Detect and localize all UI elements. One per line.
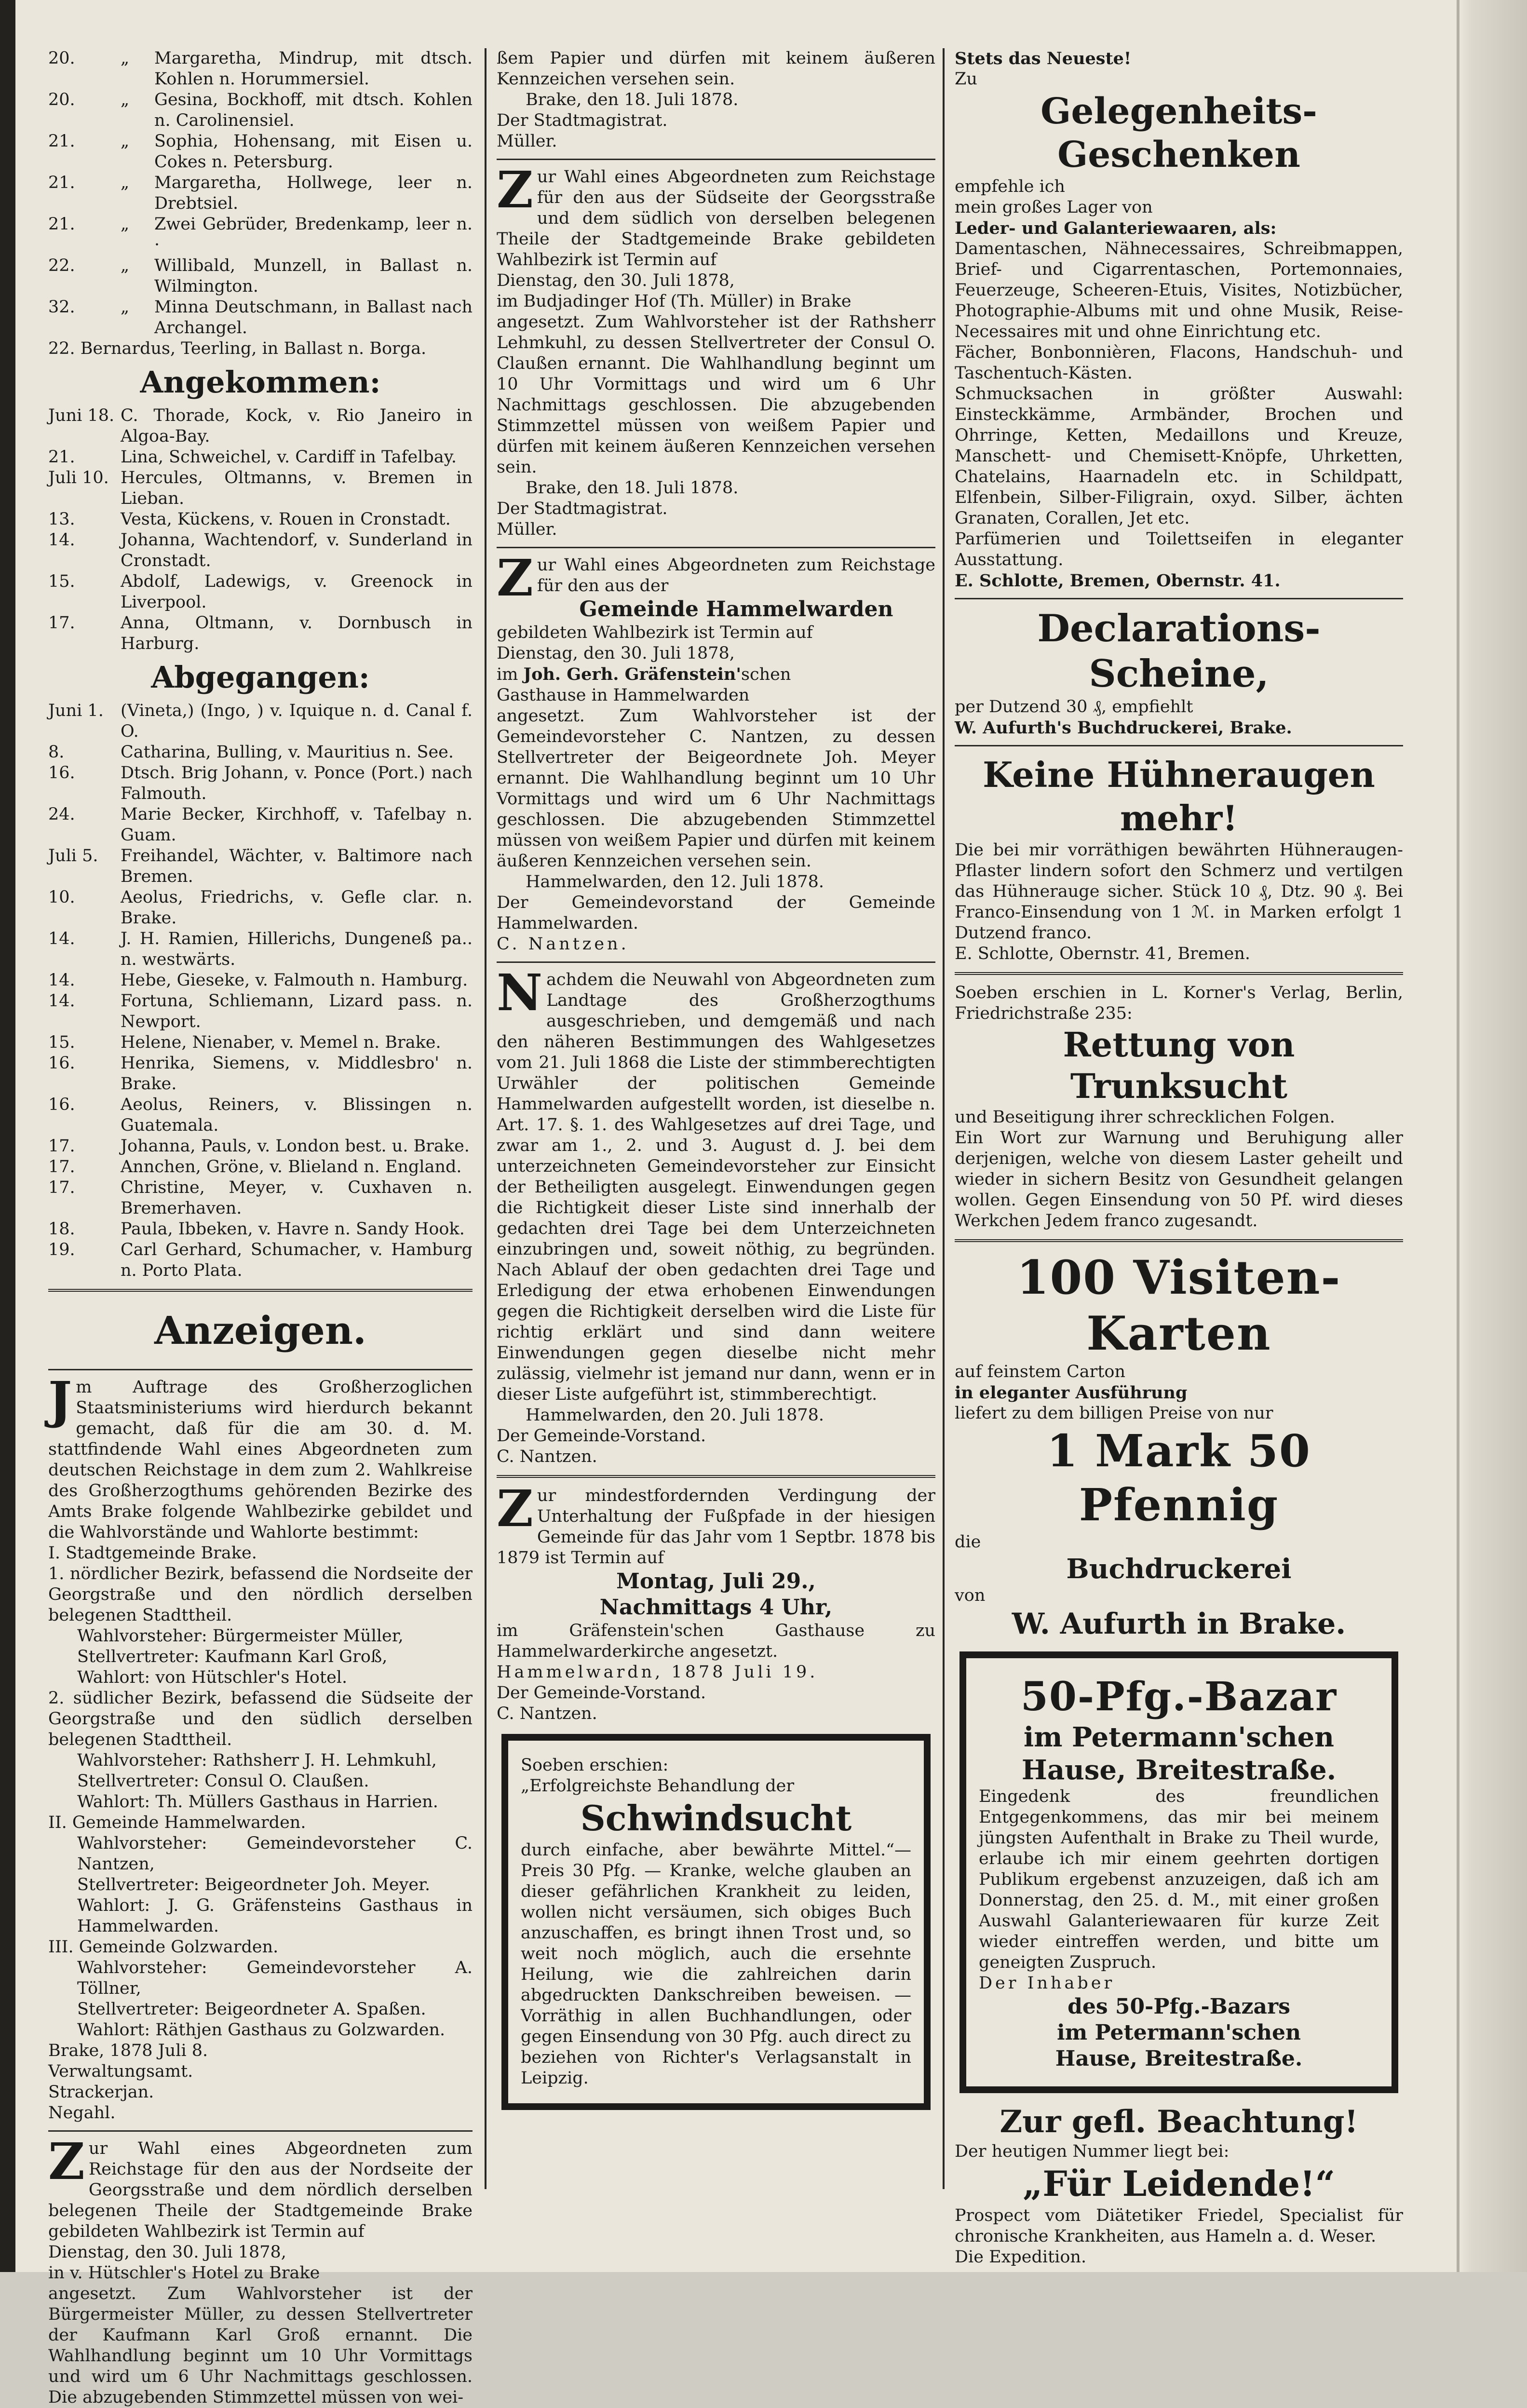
ditto-mark: „ (121, 298, 130, 317)
ship-date: 8. (48, 743, 65, 762)
notice-date: Brake, den 18. Juli 1878. (526, 90, 739, 109)
ship-date: Juli 10. (48, 468, 109, 487)
ship-text: Willibald, Munzell, in Ballast n. Wilmington. (154, 256, 473, 296)
ship-date: Juli 5. (48, 846, 98, 866)
ship-date: 17. (48, 1178, 75, 1197)
election-date: Dienstag, den 30. Juli 1878, (497, 271, 735, 290)
heading-anzeigen: Anzeigen. (154, 1308, 366, 1353)
rule (497, 159, 935, 160)
ship-entry (48, 804, 473, 846)
ship-entry (48, 509, 473, 530)
ship-date: 13. (48, 510, 75, 529)
ad-title: Rettung von Trunksucht (1063, 1025, 1295, 1106)
ship-date: Juni 18. (48, 406, 115, 425)
ad-body: Schmucksachen in größter Auswahl: Einsteckkämme, Armbänder, Brochen und Ohrringe, Ketten, Medaillons und Kreuze, Manschett- und Chemisett-Knöpfe, Uhrketten, Chatelains, Haarnadeln etc. in Schildpatt, Elfenbein, Silber-Filigrain, oxyd. Silber, ächten Granaten, Corallen, Jet etc. (955, 384, 1403, 528)
election-place: Gasthause in Hammelwarden (497, 686, 750, 705)
section-divider (48, 1289, 473, 1292)
notice-date: Brake, 1878 Juli 8. (48, 2041, 208, 2060)
ship-entry (48, 1177, 473, 1219)
ship-date: 21. (48, 215, 75, 234)
ship-entry (48, 447, 473, 468)
ship-date: 21. (48, 173, 75, 192)
ship-text: Helene, Nienaber, v. Memel n. Brake. (121, 1033, 441, 1052)
ad-line: „Erfolgreichste Behandlung der (521, 1776, 795, 1796)
ship-text: Fortuna, Schliemann, Lizard pass. n. Newport. (121, 991, 473, 1031)
notice-signature: Müller. (497, 132, 557, 151)
ship-entry (48, 1157, 473, 1177)
ship-date: 21. (48, 132, 75, 151)
scan-edge-right (1459, 0, 1527, 2272)
drop-cap: J (48, 1370, 72, 1430)
ad-signature: im Petermann'schen (1056, 2020, 1301, 2045)
ship-entry (48, 991, 473, 1032)
ad-line: Stets das Neueste! (955, 49, 1132, 68)
notice-election-south: Zur Wahl eines Abgeordneten zum Reichstage für den aus der Südseite der Georgsstraße und dem südlich von derselben belegenen Theile der Stadtgemeinde Brake gebildeten Wahlbezirk ist Termin auf (497, 160, 935, 270)
ad-title: Schwindsucht (580, 1798, 852, 1839)
ad-signature: W. Aufurth in Brake. (1012, 1607, 1346, 1641)
district-detail: Wahlort: Th. Müllers Gasthaus in Harrien. (77, 1792, 438, 1812)
ship-text: Carl Gerhard, Schumacher, v. Hamburg n. Porto Plata. (121, 1240, 473, 1280)
drop-cap: Z (497, 1479, 533, 1538)
ad-body: Eingedenk des freundlichen Entgegenkommens, das mir bei meinem jüngsten Aufenthalt in Brake zu Theil wurde, erlaube ich mir einem geehrten dortigen Publikum ergebenst anzuzeigen, daß ich am Donnerstag, den 25. d. M., mit einer großen Auswahl Galanteriewaaren für kurze Zeit wieder eintreffen werden, und bitte um geneigten Zuspruch. (979, 1787, 1379, 1972)
ship-entry (48, 468, 473, 509)
ship-text: Johanna, Pauls, v. London best. u. Brake. (121, 1136, 470, 1156)
notice-signature: Strackerjan. (48, 2083, 154, 2102)
ad-price: 1 Mark 50 Pfennig (1047, 1425, 1311, 1531)
notice-body: gebildeten Wahlbezirk ist Termin auf (497, 623, 813, 642)
ship-date: 20. (48, 49, 75, 68)
ad-line: Zu (955, 69, 977, 89)
ship-text: Hebe, Gieseke, v. Falmouth n. Hamburg. (121, 971, 468, 990)
ship-entry (48, 256, 473, 297)
notice-body: ßem Papier und dürfen mit keinem äußeren Kennzeichen versehen sein. (497, 49, 935, 89)
ship-entry (48, 1053, 473, 1095)
election-date: Dienstag, den 30. Juli 1878, (497, 644, 735, 663)
election-place: in v. Hütschler's Hotel zu Brake (48, 2263, 320, 2283)
ship-date: 10. (48, 888, 75, 907)
notice-signature: C. Nantzen. (497, 1447, 597, 1466)
ship-entry (48, 1240, 473, 1281)
ad-line: Der Inhaber (979, 1974, 1115, 1993)
notice-date: Hammelwardn, 1878 Juli 19. (497, 1663, 818, 1682)
ship-entry (48, 90, 473, 131)
ship-date: 21. (48, 447, 75, 467)
ad-line: und Beseitigung ihrer schrecklichen Folgen. (955, 1108, 1335, 1127)
ad-title: 50-Pfg.-Bazar (1020, 1674, 1338, 1720)
ship-text: J. H. Ramien, Hillerichs, Dungeneß pa.. n. westwärts. (121, 929, 473, 969)
rule (497, 961, 935, 963)
notice-election-north: Zur Wahl eines Abgeordneten zum Reichstage für den aus der Nordseite der Georgsstraße und dem nördlich derselben belegenen Theile der Stadtgemeinde Brake gebildeten Wahlbezirk ist Termin auf (48, 2132, 473, 2241)
ship-entry (48, 763, 473, 804)
district-detail: Wahlort: von Hütschler's Hotel. (77, 1668, 348, 1687)
section-divider (955, 972, 1403, 975)
shipping-list-gone (48, 701, 473, 1281)
ship-text: Marie Becker, Kirchhoff, v. Tafelbay n. Guam. (121, 805, 473, 845)
ad-line: liefert zu dem billigen Preise von nur (955, 1404, 1273, 1423)
ship-date: 16. (48, 763, 75, 783)
ship-entry (48, 1219, 473, 1240)
ship-date: 16. (48, 1095, 75, 1114)
tender-time: Nachmittags 4 Uhr, (599, 1595, 833, 1620)
ad-line: Der heutigen Nummer liegt bei: (955, 2142, 1230, 2161)
ship-text: Henrika, Siemens, v. Middlesbro' n. Brake. (121, 1054, 473, 1094)
ship-date: 14. (48, 971, 75, 990)
notice-signature: C. Nantzen. (497, 1704, 597, 1723)
notice-heading: Gemeinde Hammelwarden (579, 597, 893, 622)
ship-entry (48, 571, 473, 613)
ditto-mark: „ (121, 90, 130, 109)
district-item: 1. nördlicher Bezirk, befassend die Nordseite der Georgstraße und den nördlich derselben belegenen Stadttheil. (48, 1564, 473, 1625)
ad-signature: E. Schlotte, Bremen, Obernstr. 41. (955, 571, 1281, 591)
ship-entry: 22. Bernardus, Teerling, in Ballast n. Borga. (48, 339, 427, 358)
district-item: 2. südlicher Bezirk, befassend die Südseite der Georgstraße und den südlich derselben belegenen Stadttheil. (48, 1689, 473, 1749)
rule (955, 745, 1403, 746)
ad-signature: des 50-Pfg.-Bazars (1068, 1994, 1290, 2019)
column-middle (497, 48, 935, 2120)
ditto-mark: „ (121, 173, 130, 192)
ship-date: 17. (48, 1157, 75, 1177)
ship-entry (48, 406, 473, 447)
district-detail: Wahlort: Räthjen Gasthaus zu Golzwarden. (77, 2020, 446, 2040)
ship-entry (48, 742, 473, 763)
notice-election-intro: Jm Auftrage des Großherzoglichen Staatsministeriums wird hierdurch bekannt gemacht, daß für die am 30. d. M. stattfindende Wahl eines Abgeordneten zum deutschen Reichstage in dem zum 2. Wahlkreise des Großherzogthums gehörenden Bezirke des Amts Brake folgende Wahlbezirke gebildet und die Wahlvorstände und Wahlorte bestimmt: (48, 1370, 473, 1542)
rule (48, 2130, 473, 2132)
district-detail: Stellvertreter: Beigeordneter Joh. Meyer. (77, 1875, 431, 1894)
notice-office: Der Gemeinde-Vorstand. (497, 1683, 706, 1703)
ship-text: Zwei Gebrüder, Bredenkamp, leer n. · (154, 215, 473, 255)
ship-text: Johanna, Wachtendorf, v. Sunderland in Cronstadt. (121, 530, 473, 570)
section-title: I. Stadtgemeinde Brake. (48, 1543, 257, 1563)
ditto-mark: „ (121, 215, 130, 234)
ship-date: 17. (48, 613, 75, 633)
district-detail: Wahlort: J. G. Gräfensteins Gasthaus in Hammelwarden. (77, 1896, 473, 1936)
ship-text: Hercules, Oltmanns, v. Bremen in Lieban. (121, 468, 473, 508)
ship-entry (48, 846, 473, 887)
ad-signature: E. Schlotte, Obernstr. 41, Bremen. (955, 944, 1251, 963)
column-rule (485, 48, 486, 2189)
ad-title: Gelegenheits-Geschenken (1041, 91, 1317, 176)
column-rule (943, 48, 945, 2189)
ship-entry (48, 48, 473, 90)
notice-office: Der Gemeinde-Vorstand. (497, 1426, 706, 1446)
ship-text: Vesta, Kückens, v. Rouen in Cronstadt. (121, 510, 451, 529)
ship-date: Juni 1. (48, 701, 104, 720)
ad-body: Parfümerien und Toilettseifen in eleganter Ausstattung. (955, 529, 1403, 569)
ad-body: Damentaschen, Nähnecessaires, Schreibmappen, Brief- und Cigarrentaschen, Portemonnaies, Feuerzeuge, Scheeren-Etuis, Visites, Notizbücher, Photographie-Albums mit und ohne Musik, Reise-Necessaires mit und ohne Einrichtung etc. (955, 239, 1403, 341)
ad-signature: Die Expedition. (955, 2247, 1087, 2267)
ship-entry (48, 214, 473, 256)
ad-signature: Hause, Breitestraße. (1055, 2046, 1303, 2071)
ad-line: im Petermann'schen (1023, 1721, 1335, 1753)
election-place: im Joh. Gerh. Gräfenstein'schen (497, 664, 791, 684)
ad-line: in eleganter Ausführung (955, 1383, 1188, 1403)
column-right (955, 48, 1403, 2268)
ship-entry (48, 701, 473, 742)
notice-body: im Gräfenstein'schen Gasthause zu Hammelwarderkirche angesetzt. (497, 1621, 935, 1661)
election-date: Dienstag, den 30. Juli 1878, (48, 2243, 286, 2262)
notice-signature: Negahl. (48, 2103, 116, 2123)
district-detail: Stellvertreter: Beigeordneter A. Spaßen. (77, 2000, 426, 2019)
ship-date: 17. (48, 1136, 75, 1156)
tender-day: Montag, Juli 29., (616, 1569, 816, 1594)
ad-body: Fächer, Bonbonnièren, Flacons, Handschuh- und Taschentuch-Kästen. (955, 343, 1403, 383)
ditto-mark: „ (121, 256, 130, 275)
ship-entry (48, 887, 473, 929)
notice-tender: Zur mindestfordernden Verdingung der Unterhaltung der Fußpfade in der hiesigen Gemeinde für das Jahr vom 1 Septbr. 1878 bis 1879 ist Termin auf (497, 1479, 935, 1568)
ad-line: Buchdruckerei (1066, 1553, 1292, 1585)
ship-entry (48, 1032, 473, 1053)
ad-schwindsucht (501, 1734, 931, 2110)
ship-entry (48, 297, 473, 338)
ad-body: per Dutzend 30 ₰, empfiehlt (955, 697, 1193, 717)
ad-body: durch einfache, aber bewährte Mittel.“— Preis 30 Pfg. — Kranke, welche glauben an dieser gefährlichen Krankheit zu leiden, wollen nicht versäumen, sich obiges Buch anzuschaffen, es bringt ihnen Trost und, so weit noch möglich, auch die ersehnte Heilung, wie die zahlreichen darin abgedruckten Dankschreiben beweisen. — Vorräthig in allen Buchhandlungen, oder gegen Einsendung von 30 Pfg. auch direct zu beziehen von Richter's Verlagsanstalt in Leipzig. (521, 1840, 911, 2088)
ad-title: Zur gefl. Beachtung! (1000, 2104, 1358, 2140)
ad-line: die (955, 1532, 981, 1552)
ad-line: Hause, Breitestraße. (1021, 1754, 1337, 1786)
ship-entry (48, 530, 473, 571)
ship-date: 14. (48, 991, 75, 1011)
notice-office: Der Gemeindevorstand der Gemeinde Hammelwarden. (497, 893, 935, 933)
ship-text: Minna Deutschmann, in Ballast nach Archangel. (154, 298, 473, 338)
ad-body: Die bei mir vorräthigen bewährten Hühneraugen-Pflaster lindern sofort den Schmerz und vertilgen das Hühnerauge sicher. Stück 10 ₰, Dtz. 90 ₰. Bei Franco-Einsendung von 1 ℳ. in Marken erfolgt 1 Dutzend franco. (955, 840, 1403, 943)
ad-body: Prospect vom Diätetiker Friedel, Specialist für chronische Krankheiten, aus Hameln a. d. Weser. (955, 2206, 1403, 2246)
notice-body: angesetzt. Zum Wahlvorsteher ist der Rathsherr Lehmkuhl, zu dessen Stellvertreter der Consul O. Claußen ernannt. Die Wahlhandlung beginnt um 10 Uhr Vormittags und wird um 6 Uhr Nachmittags geschlossen. Die abzugebenden Stimmzettel müssen von weißem Papier und dürfen mit keinem äußeren Kennzeichen versehen sein. (497, 312, 935, 477)
ad-signature: W. Aufurth's Buchdruckerei, Brake. (955, 718, 1292, 738)
ship-text: Dtsch. Brig Johann, v. Ponce (Port.) nach Falmouth. (121, 763, 473, 803)
column-left (48, 48, 473, 2408)
ship-text: Lina, Schweichel, v. Cardiff in Tafelbay. (121, 447, 457, 467)
ad-title: 100 Visiten-Karten (1016, 1250, 1341, 1361)
ad-title: Declarations-Scheine, (1037, 607, 1321, 696)
ship-entry (48, 929, 473, 970)
ditto-mark: „ (121, 132, 130, 151)
ad-line: auf feinstem Carton (955, 1362, 1125, 1381)
notice-date: Brake, den 18. Juli 1878. (526, 478, 739, 498)
drop-cap: Z (497, 160, 533, 219)
rule (955, 598, 1403, 599)
ship-text: Gesina, Bockhoff, mit dtsch. Kohlen n. Carolinensiel. (154, 90, 473, 130)
notice-body: angesetzt. Zum Wahlvorsteher ist der Gemeindevorsteher C. Nantzen, zu dessen Stellvertreter der Beigeordnete Joh. Meyer ernannt. Die Wahlhandlung beginnt um 10 Uhr Vormittags und wird um 6 Uhr Nachmittags geschlossen. Die abzugebenden Stimmzettel müssen von weißem Papier und dürfen mit keinem äußeren Kennzeichen versehen sein. (497, 706, 935, 871)
ad-bazar (959, 1651, 1398, 2093)
heading-angekommen: Angekommen: (140, 365, 381, 400)
ship-date: 14. (48, 530, 75, 550)
ship-entry (48, 131, 473, 173)
ship-entry (48, 1095, 473, 1136)
election-place: im Budjadinger Hof (Th. Müller) in Brake (497, 292, 851, 311)
ship-text: Annchen, Gröne, v. Blieland n. England. (121, 1157, 462, 1177)
notice-date: Hammelwarden, den 12. Juli 1878. (526, 872, 824, 892)
ship-text: Christine, Meyer, v. Cuxhaven n. Bremerhaven. (121, 1178, 473, 1218)
district-detail: Wahlvorsteher: Bürgermeister Müller, (77, 1626, 404, 1646)
ad-title: Keine Hühneraugen mehr! (983, 754, 1375, 839)
ad-line: mein großes Lager von (955, 198, 1153, 217)
notice-office: Der Stadtmagistrat. (497, 499, 668, 518)
ad-line: empfehle ich (955, 177, 1065, 196)
ship-date: 32. (48, 298, 75, 317)
ship-date: 15. (48, 1033, 75, 1052)
ship-text: Margaretha, Hollwege, leer n. Drebtsiel. (154, 173, 473, 213)
notice-office: Verwaltungsamt. (48, 2062, 193, 2081)
ship-date: 19. (48, 1240, 75, 1259)
ship-text: Anna, Oltmann, v. Dornbusch in Harburg. (121, 613, 473, 653)
ad-title: „Für Leidende!“ (1022, 2163, 1336, 2204)
drop-cap: Z (497, 548, 533, 608)
ship-date: 16. (48, 1054, 75, 1073)
rule (497, 547, 935, 548)
ad-line: Leder- und Galanteriewaaren, als: (955, 218, 1277, 238)
ship-date: 22. (48, 256, 75, 275)
shipping-list-arrived (48, 406, 473, 654)
notice-date: Hammelwarden, den 20. Juli 1878. (526, 1406, 824, 1425)
rule (48, 1369, 473, 1370)
ship-text: Paula, Ibbeken, v. Havre n. Sandy Hook. (121, 1219, 465, 1239)
drop-cap: Z (48, 2132, 85, 2191)
shipping-list-departures (48, 48, 473, 338)
notice-voter-list: Nachdem die Neuwahl von Abgeordneten zum Landtage des Großherzogthums ausgeschrieben, und demgemäß und nach den näheren Bestimmungen des Wahlgesetzes vom 21. Juli 1868 die Liste der stimmberechtigten Urwähler der politischen Gemeinde Hammelwarden aufgestellt worden, ist dieselbe n. Art. 17. §. 1. des Wahlgesetzes auf drei Tage, und zwar am 1., 2. und 3. August d. J. bei dem unterzeichneten Gemeindevorsteher zur Einsicht der Betheiligten ausgelegt. Einwendungen gegen die Richtigkeit dieser Liste sind innerhalb der gedachten drei Tage bei dem Unterzeichneten einzubringen und, soweit nöthig, zu begründen. Nach Ablauf der oben gedachten drei Tage und Erledigung der etwa erhobenen Einwendungen gegen die Richtigkeit derselben wird die Liste für richtig erklärt und sind dann weitere Einwendungen gegen dieselbe nicht mehr zulässig, vielmehr ist jemand nur dann, wenn er in dieser Liste aufgeführt ist, stimmberechtigt. (497, 963, 935, 1404)
ship-date: 24. (48, 805, 75, 824)
ship-text: C. Thorade, Kock, v. Rio Janeiro in Algoa-Bay. (121, 406, 473, 446)
ad-body: Soeben erschien in L. Korner's Verlag, Berlin, Friedrichstraße 235: (955, 983, 1403, 1023)
ship-date: 20. (48, 90, 75, 109)
notice-election-hammelwarden: Zur Wahl eines Abgeordneten zum Reichstage für den aus der (497, 548, 935, 608)
ship-text: Abdolf, Ladewigs, v. Greenock in Liverpool. (121, 572, 473, 612)
notice-office: Der Stadtmagistrat. (497, 111, 668, 130)
section-title: II. Gemeinde Hammelwarden. (48, 1813, 306, 1832)
ship-entry (48, 173, 473, 214)
district-detail: Wahlvorsteher: Rathsherr J. H. Lehmkuhl, (77, 1751, 437, 1770)
district-detail: Wahlvorsteher: Gemeindevorsteher C. Nantzen, (77, 1834, 473, 1874)
district-detail: Stellvertreter: Consul O. Claußen. (77, 1772, 369, 1791)
ship-date: 15. (48, 572, 75, 591)
ship-entry (48, 970, 473, 991)
ditto-mark: „ (121, 49, 130, 68)
section-title: III. Gemeinde Golzwarden. (48, 1937, 279, 1957)
ad-line: von (955, 1586, 986, 1605)
ship-text: (Vineta,) (Ingo, ) v. Iquique n. d. Canal f. O. (121, 701, 473, 741)
district-detail: Wahlvorsteher: Gemeindevorsteher A. Töllner, (77, 1958, 473, 1998)
ad-body: Ein Wort zur Warnung und Beruhigung aller derjenigen, welche von diesem Laster geheilt und wieder in sichern Besitz von Gesundheit gelangen wollen. Gegen Einsendung von 50 Pf. wird dieses Werkchen Jedem franco zugesandt. (955, 1128, 1403, 1231)
ship-text: Margaretha, Mindrup, mit dtsch. Kohlen n. Horummersiel. (154, 49, 473, 89)
ship-text: Aeolus, Friedrichs, v. Gefle clar. n. Brake. (121, 888, 473, 928)
section-divider (497, 1475, 935, 1478)
ship-entry (48, 1136, 473, 1157)
notice-signature: C. Nantzen. (497, 934, 629, 954)
ship-text: Aeolus, Reiners, v. Blissingen n. Guatemala. (121, 1095, 473, 1135)
scan-edge-left (0, 0, 15, 2272)
ship-date: 14. (48, 929, 75, 948)
section-divider (955, 1239, 1403, 1242)
drop-cap: N (497, 963, 543, 1022)
ship-text: Catharina, Bulling, v. Mauritius n. See. (121, 743, 454, 762)
ad-line: Soeben erschien: (521, 1756, 669, 1775)
district-detail: Stellvertreter: Kaufmann Karl Groß, (77, 1647, 388, 1666)
ship-text: Freihandel, Wächter, v. Baltimore nach Bremen. (121, 846, 473, 886)
heading-abgegangen: Abgegangen: (151, 660, 370, 695)
ship-text: Sophia, Hohensang, mit Eisen u. Cokes n. Petersburg. (154, 132, 473, 172)
notice-signature: Müller. (497, 520, 557, 539)
ship-entry (48, 613, 473, 654)
ship-date: 18. (48, 1219, 75, 1239)
notice-body: angesetzt. Zum Wahlvorsteher ist der Bürgermeister Müller, zu dessen Stellvertreter der Kaufmann Karl Groß ernannt. Die Wahlhandlung beginnt um 10 Uhr Vormittags und wird um 6 Uhr Nachmittags geschlossen. Die abzugebenden Stimmzettel müssen von wei- (48, 2284, 473, 2407)
